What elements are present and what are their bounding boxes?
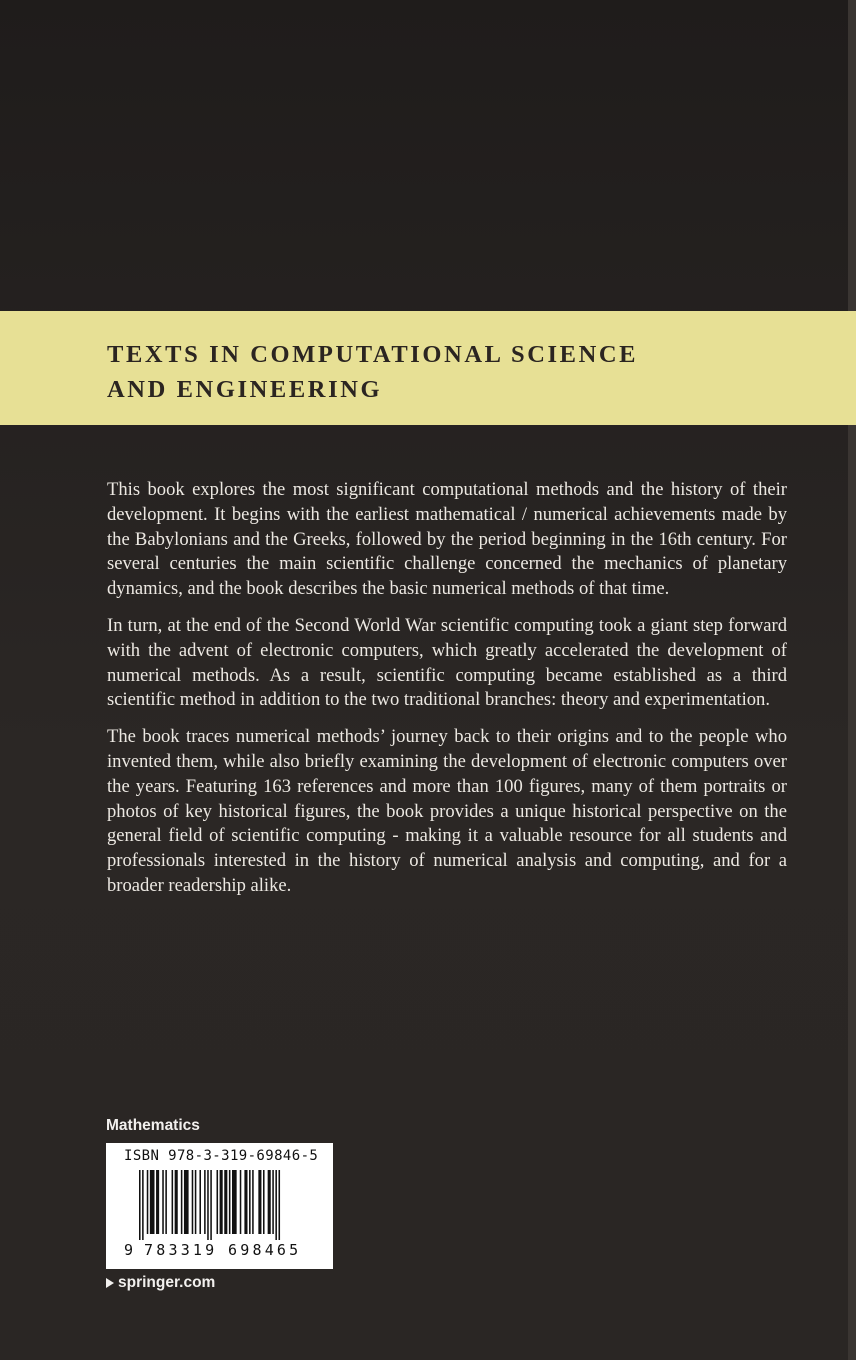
barcode-bar <box>229 1170 231 1234</box>
barcode-bar <box>279 1170 281 1240</box>
springer-link-text: springer.com <box>118 1274 216 1291</box>
barcode-bar <box>184 1170 189 1234</box>
blurb-paragraph-2: In turn, at the end of the Second World War scientific computing took a giant step forward with the advent of electronic computers, which greatly accelerated the development of numerical methods. As a result, scientific computing became established as a third scientific method in addition to the two traditional branches: theory and experimentation. <box>107 614 787 711</box>
series-title <box>107 337 638 407</box>
barcode-bar <box>175 1170 178 1234</box>
ean-digit-first: 9 <box>124 1241 134 1259</box>
barcode-bar <box>258 1170 261 1234</box>
barcode-bar <box>249 1170 251 1234</box>
barcode-bar <box>220 1170 223 1234</box>
barcode-bar <box>156 1170 159 1234</box>
arrow-right-icon <box>106 1278 114 1288</box>
barcode-bar <box>139 1170 141 1240</box>
barcode-bar <box>263 1170 265 1234</box>
isbn-text: ISBN 978-3-319-69846-5 <box>124 1148 319 1164</box>
barcode-bar <box>272 1170 274 1234</box>
barcode-bar <box>147 1170 149 1234</box>
barcode-bar <box>210 1170 212 1240</box>
barcode-bar <box>207 1170 209 1240</box>
barcode-bar <box>142 1170 144 1240</box>
barcode-bar <box>268 1170 271 1234</box>
barcode-bar <box>232 1170 237 1234</box>
series-title-line-2: AND ENGINEERING <box>107 376 383 403</box>
barcode-bar <box>199 1170 201 1234</box>
barcode-bar <box>195 1170 197 1234</box>
series-title-line-1: TEXTS IN COMPUTATIONAL SCIENCE <box>107 341 639 368</box>
barcode-bar <box>204 1170 206 1234</box>
subject-label: Mathematics <box>106 1117 200 1134</box>
barcode-bar <box>240 1170 242 1234</box>
ean-digits-group-2: 698465 <box>228 1241 302 1259</box>
blurb-paragraph-3: The book traces numerical methods’ journey back to their origins and to the people who invented them, while also briefly examining the development of electronic computers over the years. Featuring 163 references and more than 100 figures, many of them portraits or photos of key historical figures, the book provides a unique historical perspective on the general field of scientific computing - making it a valuable resource for all students and professionals interested in the history of numerical analysis and computing, and for a broader readership alike. <box>107 726 787 896</box>
barcode-bar <box>217 1170 219 1234</box>
isbn-barcode <box>106 1143 333 1269</box>
blurb-paragraph-1: This book explores the most significant computational methods and the history of their development. It begins with the earliest mathematical / numerical achievements made by the Babylonians and the Greeks, followed by the period beginning in the 16th century. For several centuries the main scientific challenge concerned the mechanics of planetary dynamics, and the book describes the basic numerical methods of that time. <box>107 479 787 600</box>
cover-edge <box>848 0 856 1360</box>
barcode-bar <box>162 1170 164 1234</box>
blurb <box>107 478 787 911</box>
barcode-bar <box>275 1170 277 1240</box>
series-band <box>0 311 856 425</box>
barcode-bar <box>224 1170 227 1234</box>
barcode-bar <box>181 1170 183 1234</box>
barcode-bar <box>244 1170 247 1234</box>
springer-link[interactable] <box>106 1274 215 1292</box>
barcode-bars <box>139 1170 299 1240</box>
barcode-bar <box>172 1170 174 1234</box>
barcode-bar <box>150 1170 155 1234</box>
ean-digits-group-1: 783319 <box>144 1241 218 1259</box>
barcode-bar <box>192 1170 194 1234</box>
barcode-bar <box>252 1170 254 1234</box>
barcode-bar <box>165 1170 167 1234</box>
